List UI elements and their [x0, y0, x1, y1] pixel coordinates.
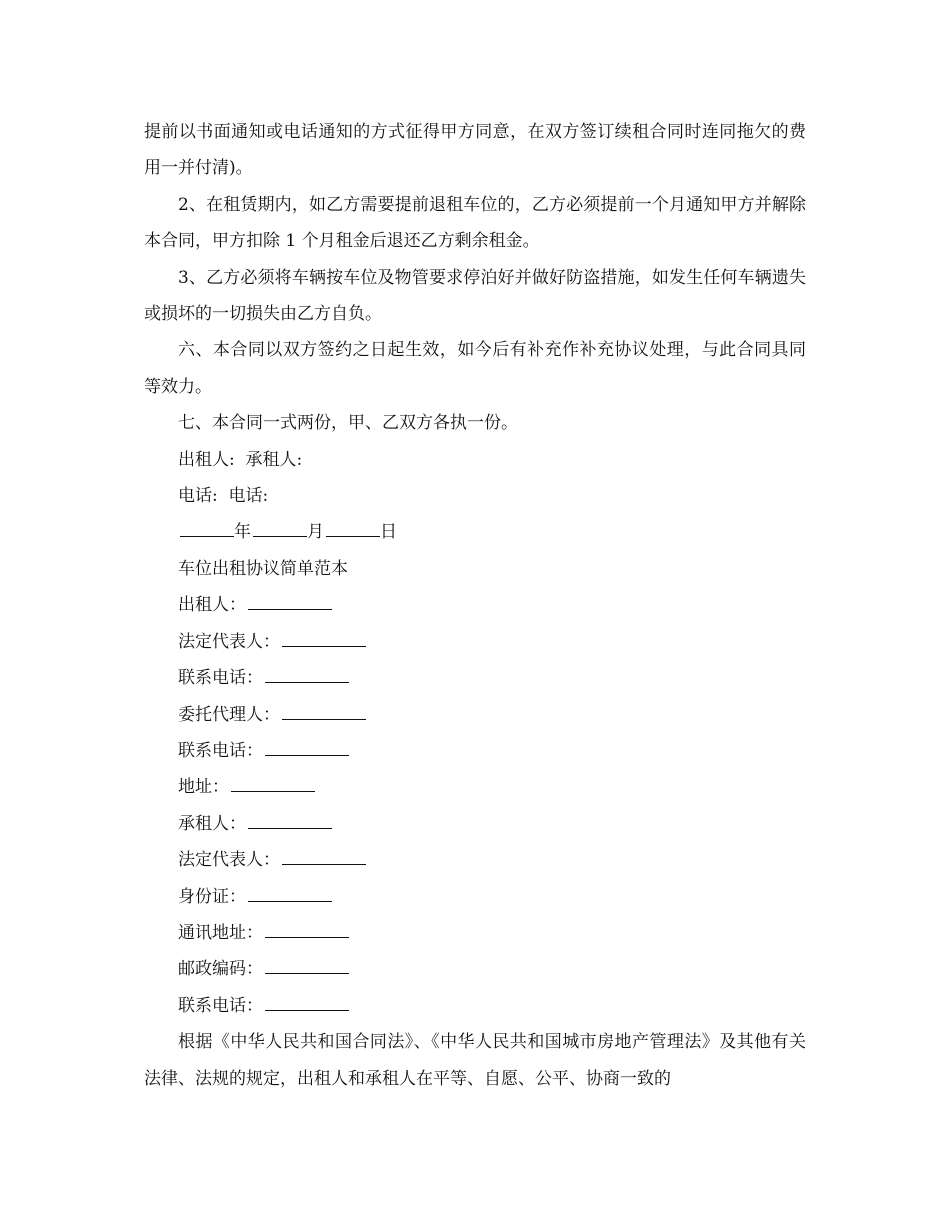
field-legal-rep-lessee: [144, 842, 806, 878]
paragraph-article-7: 七、本合同一式两份，甲、乙双方各执一份。: [178, 413, 518, 434]
field-label: 联系电话：: [178, 995, 263, 1016]
field-blank: [265, 988, 349, 1011]
field-label: 通讯地址：: [178, 922, 263, 943]
field-label: 出租人：: [178, 595, 246, 616]
field-label: 法定代表人：: [178, 850, 280, 871]
field-label: 身份证：: [178, 886, 246, 907]
paragraph-clause-2: 2、在租赁期内，如乙方需要提前退租车位的，乙方必须提前一个月通知甲方并解除本合同，甲方扣除 1 个月租金后退还乙方剩余租金。: [144, 194, 806, 252]
field-blank: [265, 733, 349, 756]
month-label: 月: [307, 522, 324, 543]
field-blank: [248, 587, 332, 610]
paragraph-continuation: 提前以书面通知或电话通知的方式征得甲方同意，在双方签订续租合同时连同拖欠的费用一并付清)。: [144, 122, 806, 179]
field-label: 联系电话：: [178, 668, 263, 689]
field-postal-code: [144, 951, 806, 987]
field-label: 法定代表人：: [178, 631, 280, 652]
field-phone-lessee: [144, 988, 806, 1024]
field-label: 邮政编码：: [178, 959, 263, 980]
field-phone-agent: [144, 733, 806, 769]
field-blank: [282, 842, 366, 865]
field-blank: [265, 951, 349, 974]
field-label: 地址：: [178, 777, 229, 798]
field-blank: [265, 660, 349, 683]
year-label: 年: [234, 522, 251, 543]
document-body: [144, 114, 806, 1097]
field-mail-address: [144, 915, 806, 951]
signature-line-phones: 电话: 电话:: [178, 486, 269, 507]
field-blank: [265, 915, 349, 938]
field-id-card: [144, 879, 806, 915]
signature-line-parties: 出租人: 承租人:: [178, 449, 303, 470]
paragraph-legal-basis: 根据《中华人民共和国合同法》、《中华人民共和国城市房地产管理法》及其他有关法律、法规的规定，出租人和承租人在平等、自愿、公平、协商一致的: [144, 1032, 806, 1089]
form-fields: [144, 587, 806, 1024]
field-address: [144, 769, 806, 805]
paragraph-article-6: 六、本合同以双方签约之日起生效，如今后有补充作补充协议处理，与此合同具同等效力。: [144, 340, 806, 397]
field-label: 委托代理人：: [178, 704, 280, 725]
section-title: 车位出租协议简单范本: [178, 558, 348, 579]
date-line: [144, 514, 806, 550]
year-blank: [180, 514, 234, 537]
field-label: 联系电话：: [178, 740, 263, 761]
field-blank: [282, 624, 366, 647]
field-legal-rep-lessor: [144, 624, 806, 660]
paragraph-clause-3: 3、乙方必须将车辆按车位及物管要求停泊好并做好防盗措施，如发生任何车辆遗失或损坏的一切损失由乙方自负。: [144, 267, 806, 325]
field-label: 承租人：: [178, 813, 246, 834]
day-blank: [326, 514, 380, 537]
field-blank: [248, 806, 332, 829]
field-phone-lessor: [144, 660, 806, 696]
day-label: 日: [380, 522, 397, 543]
field-blank: [248, 879, 332, 902]
field-lessor: [144, 587, 806, 623]
field-blank: [231, 769, 315, 792]
month-blank: [253, 514, 307, 537]
field-lessee: [144, 806, 806, 842]
field-agent: [144, 697, 806, 733]
field-blank: [282, 697, 366, 720]
